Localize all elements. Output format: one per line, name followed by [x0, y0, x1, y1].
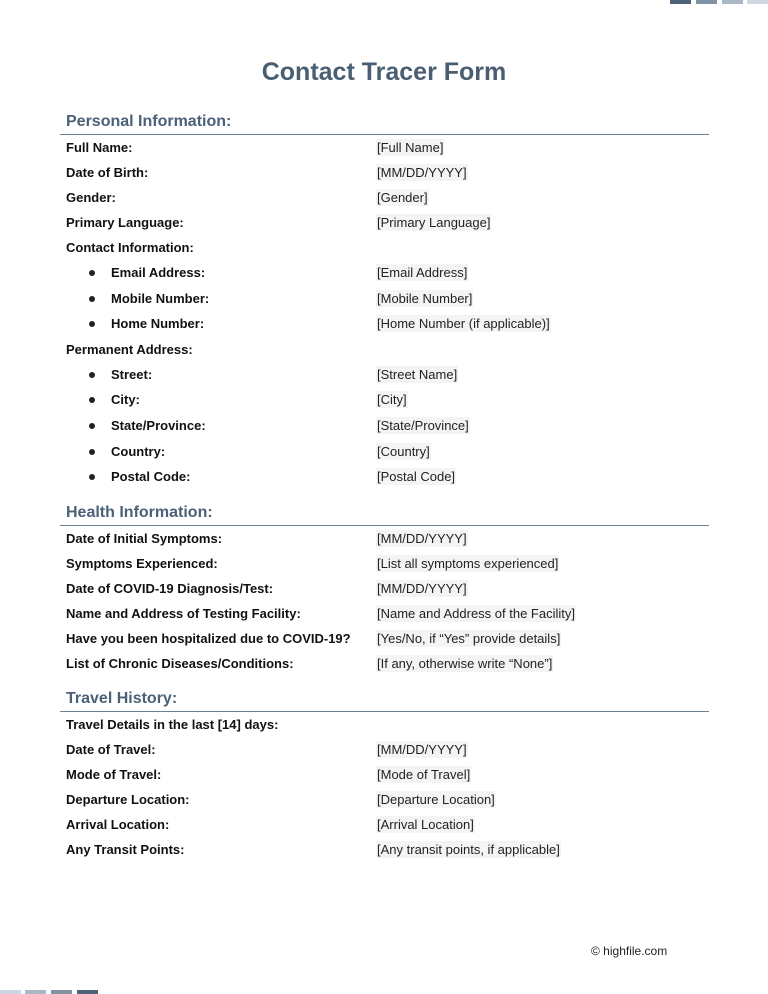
home-row [60, 311, 709, 337]
bullet-icon [89, 270, 95, 276]
page-title: Contact Tracer Form [261, 58, 507, 86]
health-info-heading: Health Information: [60, 503, 709, 526]
language-label: Primary Language: [66, 215, 184, 230]
departure-row [60, 787, 709, 812]
arrival-field[interactable]: [Arrival Location] [377, 817, 474, 832]
travel-history-heading: Travel History: [60, 689, 709, 712]
full-name-label: Full Name: [66, 140, 133, 155]
country-row [60, 439, 709, 465]
address-row [60, 337, 709, 362]
email-row [60, 260, 709, 286]
travel-history-section [60, 689, 709, 862]
travel-date-row [60, 737, 709, 762]
bottom-decoration-bar-3 [51, 990, 72, 994]
arrival-row [60, 812, 709, 837]
top-decoration-bar-2 [696, 0, 717, 4]
dob-label: Date of Birth: [66, 165, 149, 180]
home-label: Home Number: [111, 316, 205, 332]
diagnosis-date-row [60, 576, 709, 601]
facility-row [60, 601, 709, 626]
full-name-row [60, 135, 709, 160]
bullet-icon [89, 423, 95, 429]
travel-details-label: Travel Details in the last [14] days: [66, 717, 279, 732]
contact-info-label: Contact Information: [66, 240, 194, 255]
personal-info-section [60, 112, 709, 490]
travel-mode-field[interactable]: [Mode of Travel] [377, 767, 471, 782]
chronic-label: List of Chronic Diseases/Conditions: [66, 656, 294, 671]
language-field[interactable]: [Primary Language] [377, 215, 491, 230]
home-field[interactable]: [Home Number (if applicable)] [377, 316, 550, 332]
facility-label: Name and Address of Testing Facility: [66, 606, 301, 621]
bullet-icon [89, 474, 95, 480]
gender-label: Gender: [66, 190, 116, 205]
hospitalized-label: Have you been hospitalized due to COVID-19? [66, 631, 351, 646]
state-row [60, 413, 709, 439]
travel-date-field[interactable]: [MM/DD/YYYY] [377, 742, 467, 757]
symptoms-label: Symptoms Experienced: [66, 556, 218, 571]
email-field[interactable]: [Email Address] [377, 265, 468, 280]
diagnosis-date-field[interactable]: [MM/DD/YYYY] [377, 581, 467, 596]
travel-mode-row [60, 762, 709, 787]
footer-copyright: © highfile.com [591, 944, 668, 958]
street-field[interactable]: [Street Name] [377, 366, 458, 382]
top-decoration-bar-4 [747, 0, 768, 4]
chronic-field[interactable]: [If any, otherwise write “None”] [377, 656, 553, 671]
transit-label: Any Transit Points: [66, 842, 185, 857]
dob-row [60, 160, 709, 185]
personal-info-heading: Personal Information: [60, 112, 709, 135]
postal-field[interactable]: [Postal Code] [377, 469, 456, 485]
hospitalized-row [60, 626, 709, 651]
facility-field[interactable]: [Name and Address of the Facility] [377, 606, 575, 621]
language-row [60, 210, 709, 235]
transit-row [60, 837, 709, 862]
diagnosis-date-label: Date of COVID-19 Diagnosis/Test: [66, 581, 274, 596]
mobile-row [60, 286, 709, 312]
email-label: Email Address: [111, 265, 206, 280]
state-field[interactable]: [State/Province] [377, 417, 469, 433]
health-info-section [60, 503, 709, 676]
symptoms-field[interactable]: [List all symptoms experienced] [377, 556, 559, 571]
street-label: Street: [111, 366, 153, 382]
initial-symptoms-field[interactable]: [MM/DD/YYYY] [377, 531, 467, 546]
travel-details-row [60, 712, 709, 737]
postal-row [60, 464, 709, 490]
city-row [60, 387, 709, 413]
symptoms-row [60, 551, 709, 576]
full-name-field[interactable]: [Full Name] [377, 140, 444, 155]
bullet-icon [89, 449, 95, 455]
bullet-icon [89, 372, 95, 378]
departure-label: Departure Location: [66, 792, 190, 807]
chronic-row [60, 651, 709, 676]
mobile-label: Mobile Number: [111, 290, 210, 306]
bullet-icon [89, 397, 95, 403]
contact-info-row [60, 235, 709, 260]
postal-label: Postal Code: [111, 469, 191, 485]
bottom-decoration-bar-1 [0, 990, 21, 994]
top-decoration-bar-3 [722, 0, 743, 4]
country-field[interactable]: [Country] [377, 443, 430, 459]
bullet-icon [89, 321, 95, 327]
address-label: Permanent Address: [66, 341, 193, 357]
gender-row [60, 185, 709, 210]
mobile-field[interactable]: [Mobile Number] [377, 290, 473, 306]
state-label: State/Province: [111, 417, 206, 433]
top-decoration-bar-1 [670, 0, 691, 4]
travel-date-label: Date of Travel: [66, 742, 156, 757]
departure-field[interactable]: [Departure Location] [377, 792, 495, 807]
arrival-label: Arrival Location: [66, 817, 170, 832]
transit-field[interactable]: [Any transit points, if applicable] [377, 842, 560, 857]
bullet-icon [89, 296, 95, 302]
city-field[interactable]: [City] [377, 392, 407, 408]
dob-field[interactable]: [MM/DD/YYYY] [377, 165, 467, 180]
street-row [60, 362, 709, 388]
initial-symptoms-label: Date of Initial Symptoms: [66, 531, 223, 546]
travel-mode-label: Mode of Travel: [66, 767, 162, 782]
gender-field[interactable]: [Gender] [377, 190, 428, 205]
initial-symptoms-row [60, 526, 709, 551]
bottom-decoration-bar-4 [77, 990, 98, 994]
hospitalized-field[interactable]: [Yes/No, if “Yes” provide details] [377, 631, 561, 646]
bottom-decoration-bar-2 [25, 990, 46, 994]
country-label: Country: [111, 443, 166, 459]
city-label: City: [111, 392, 140, 408]
